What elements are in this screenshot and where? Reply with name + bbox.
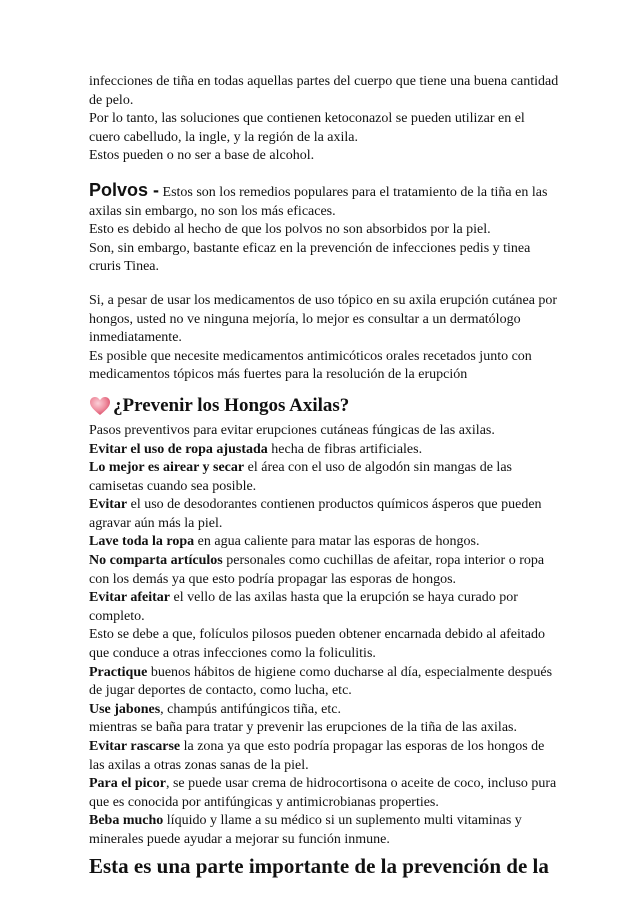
advice-paragraph-2: Es posible que necesite medicamentos antimicóticos orales recetados junto con medicamentos tópicos más fuertes para la resolución de la erupción [89,348,532,383]
prevent-item [89,812,559,849]
prevent-item [89,441,559,460]
prevent-item [89,552,559,589]
polvos-title: Polvos - [89,179,160,200]
prevent-item-bold: Beba mucho [89,813,164,829]
prevent-item-bold: No comparta artículos [89,553,223,569]
intro-paragraph-2: Por lo tanto, las soluciones que contienen ketoconazol se pueden utilizar en el cuero cabelludo, la ingle, y la región de la axila. [89,111,525,145]
polvos-text: Estos son los remedios populares para el tratamiento de la tiña en las axilas sin embargo, no son los más eficaces. [89,184,548,219]
prevent-item-text: hecha de fibras artificiales. [267,441,423,457]
prevent-item [89,775,559,812]
prevent-item-text: el vello de las axilas hasta que la erupción se haya curado por completo. [89,590,518,624]
prevent-item-bold: Evitar afeitar [89,590,170,606]
prevent-item-text: personales como cuchillas de afeitar, ropa interior o ropa con los demás ya que esto podría propagar las esporas de hongos. [89,553,545,587]
prevent-item-text: Esto se debe a que, folículos pilosos pueden obtener encarnada debido al afeitado que conduce a otras infecciones como la foliculitis. [89,627,546,662]
prevent-item-bold: Lave toda la ropa [89,534,195,550]
prevent-item-bold: Para el picor [89,776,166,792]
polvos-paragraph [89,181,559,221]
prevent-item-bold: Practique [89,664,148,680]
intro-paragraph-1: infecciones de tiña en todas aquellas partes del cuerpo que tiene una buena cantidad de pelo. [89,74,559,108]
prevent-item [89,533,559,552]
prevent-item [89,664,559,701]
prevent-item [89,459,559,496]
prevent-intro: Pasos preventivos para evitar erupciones cutáneas fúngicas de las axilas. [89,422,495,438]
prevent-item-text: buenos hábitos de higiene como ducharse al día, especialmente después de jugar deportes de contacto, como lucha, etc. [89,664,553,699]
prevent-heading [89,393,559,419]
prevent-heading-text: ¿Prevenir los Hongos Axilas? [113,394,350,416]
prevent-item [89,701,559,720]
prevent-item-bold: Evitar rascarse [89,739,181,754]
document-page [89,73,559,879]
intro-paragraph-3: Estos pueden o no ser a base de alcohol. [89,148,315,164]
prevent-item-text: líquido y llame a su médico si un suplemento multi vitaminas y minerales puede ayudar a mejorar su función inmune. [89,813,522,847]
heart-icon [89,396,111,416]
closing-heading: Esta es una parte importante de la prevención de la [89,853,549,878]
polvos-paragraph-2: Esto es debido al hecho de que los polvos no son absorbidos por la piel. [89,222,491,238]
prevent-item [89,719,559,738]
prevent-item [89,738,559,775]
prevent-item-text: la zona ya que esto podría propagar las esporas de los hongos de las axilas a otras zonas sanas de la piel. [89,739,545,773]
prevent-item-text: mientras se baña para tratar y prevenir las erupciones de la tiña de las axilas. [89,720,517,736]
prevent-item-text: el área con el uso de algodón sin mangas de las camisetas cuando sea posible. [89,460,512,494]
prevent-item-bold: Use jabones [89,701,161,717]
prevent-list [89,441,559,850]
polvos-paragraph-3: Son, sin embargo, bastante eficaz en la prevención de infecciones pedis y tinea cruris Tinea. [89,240,531,275]
prevent-item-bold: Evitar [89,497,128,513]
prevent-item-text: , se puede usar crema de hidrocortisona o aceite de coco, incluso pura que es conocida por antifúngicas y antimicrobianas properties. [89,776,557,810]
prevent-item-text: en agua caliente para matar las esporas de hongos. [194,534,480,550]
prevent-item-bold: Lo mejor es airear y secar [89,460,245,476]
prevent-item [89,589,559,626]
prevent-item-text: , champús antifúngicos tiña, etc. [160,701,341,717]
prevent-item [89,626,559,663]
prevent-item [89,496,559,533]
advice-paragraph-1: Si, a pesar de usar los medicamentos de uso tópico en su axila erupción cutánea por hongos, usted no ve ninguna mejoría, lo mejor es consultar a un dermatólogo inmediatamente. [89,292,558,346]
prevent-item-bold: Evitar el uso de ropa ajustada [89,441,268,457]
prevent-item-text: el uso de desodorantes contienen productos químicos ásperos que pueden agravar aún más la piel. [89,497,542,531]
